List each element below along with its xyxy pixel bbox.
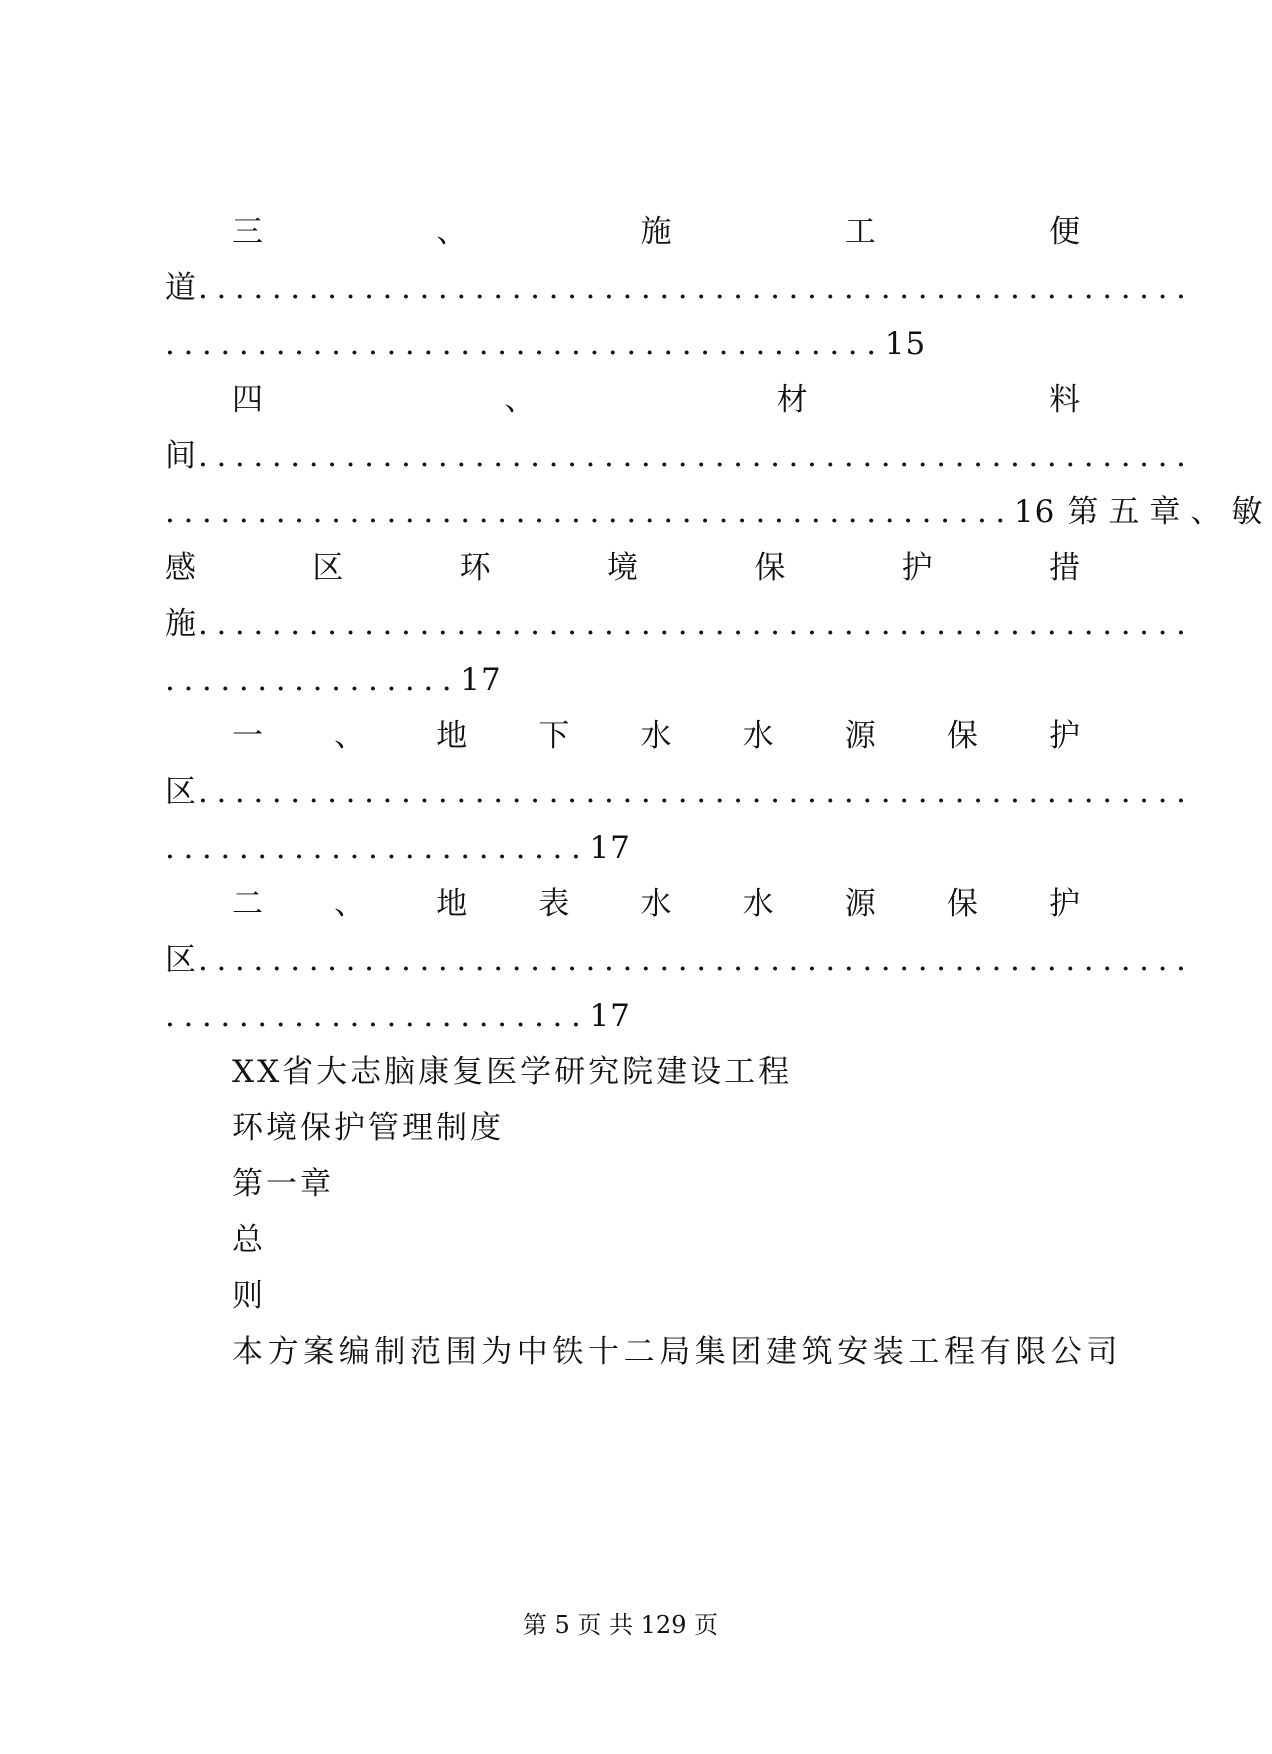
toc-leader-head: 区 <box>165 774 196 810</box>
toc-heading-char: 环 <box>459 550 491 586</box>
toc-heading-char: 施 <box>640 214 672 250</box>
toc-page-line-4 <box>165 828 1080 868</box>
toc-heading-char: 源 <box>844 886 876 922</box>
toc-heading-char: 、 <box>334 886 366 922</box>
toc-heading-char: 水 <box>640 718 672 754</box>
toc-heading-char: 护 <box>1049 886 1080 922</box>
toc-leader-2 <box>165 436 1195 476</box>
toc-heading-char: 便 <box>1049 214 1080 250</box>
toc-heading-char: 水 <box>640 886 672 922</box>
toc-page-number: 16 <box>1013 494 1056 530</box>
toc-page-line-1 <box>165 324 1080 364</box>
toc-heading-1 <box>232 212 1080 252</box>
toc-heading-char: 三 <box>232 214 263 250</box>
toc-cont-dots: ....................... <box>165 998 590 1034</box>
toc-page-number: 17 <box>589 830 631 866</box>
toc-heading-char: 感 <box>165 550 196 586</box>
toc-page-line-3 <box>165 660 1080 700</box>
toc-heading-char: 源 <box>844 718 876 754</box>
toc-heading-char: 地 <box>436 718 468 754</box>
toc-heading-char: 、 <box>504 382 536 418</box>
toc-heading-3 <box>165 548 1080 588</box>
toc-heading-char: 境 <box>606 550 638 586</box>
toc-heading-char: 工 <box>844 214 876 250</box>
toc-heading-char: 二 <box>232 886 263 922</box>
toc-page-line-5 <box>165 996 1080 1036</box>
first-paragraph: 本方案编制范围为中铁十二局集团建筑安装工程有限公司 <box>232 1334 1122 1370</box>
toc-leader-head: 道 <box>165 270 196 306</box>
toc-heading-4 <box>232 716 1080 756</box>
toc-leader-dots: ...................................................... <box>198 942 1195 978</box>
toc-heading-char: 保 <box>946 718 978 754</box>
toc-page-number: 17 <box>589 998 631 1034</box>
toc-heading-char: 水 <box>742 886 774 922</box>
toc-leader-dots: ...................................................... <box>198 774 1195 810</box>
toc-heading-char: 料 <box>1048 382 1080 418</box>
toc-heading-char: 、 <box>334 718 366 754</box>
toc-leader-head: 间 <box>165 438 196 474</box>
toc-leader-3 <box>165 604 1195 644</box>
toc-heading-char: 保 <box>754 550 786 586</box>
toc-heading-char: 区 <box>312 550 344 586</box>
toc-heading-char: 四 <box>232 382 263 418</box>
toc-leader-head: 区 <box>165 942 196 978</box>
toc-leader-5 <box>165 940 1195 980</box>
toc-leader-dots: ...................................................... <box>198 606 1195 642</box>
chapter-heading: 第一章 <box>232 1166 334 1202</box>
toc-heading-5 <box>232 884 1080 924</box>
toc-heading-char: 水 <box>742 718 774 754</box>
toc-heading-char: 材 <box>776 382 808 418</box>
toc-heading-char: 护 <box>901 550 933 586</box>
toc-leader-head: 施 <box>165 606 196 642</box>
toc-cont-dots: ....................................... <box>165 326 885 362</box>
toc-cont-dots: ................ <box>165 662 461 698</box>
toc-heading-char: 地 <box>436 886 468 922</box>
toc-leader-dots: ...................................................... <box>198 270 1195 306</box>
doc-title: 环境保护管理制度 <box>232 1110 504 1146</box>
toc-page-line-2 <box>165 492 1272 532</box>
toc-heading-char: 护 <box>1049 718 1080 754</box>
toc-heading-char: 下 <box>538 718 570 754</box>
toc-heading-char: 一 <box>232 718 263 754</box>
toc-leader-4 <box>165 772 1195 812</box>
toc-heading-char: 保 <box>946 886 978 922</box>
toc-page-number: 15 <box>884 326 927 362</box>
toc-heading-char: 表 <box>538 886 570 922</box>
toc-heading-char: 、 <box>436 214 468 250</box>
toc-cont-dots: ....................... <box>165 830 590 866</box>
project-title: XX省大志脑康复医学研究院建设工程 <box>232 1054 793 1090</box>
toc-heading-2 <box>232 380 1080 420</box>
toc-page-number: 17 <box>460 662 502 698</box>
toc-heading-char: 措 <box>1048 550 1080 586</box>
toc-cont-dots: .............................................. <box>165 494 1014 530</box>
toc-leader-dots: ...................................................... <box>198 438 1195 474</box>
section-char-2: 则 <box>232 1278 266 1314</box>
section-char-1: 总 <box>232 1222 266 1258</box>
toc-leader-1 <box>165 268 1195 308</box>
page-footer: 第 5 页 共 129 页 <box>522 1611 719 1639</box>
toc-tail-text: 第五章、敏 <box>1067 494 1272 530</box>
